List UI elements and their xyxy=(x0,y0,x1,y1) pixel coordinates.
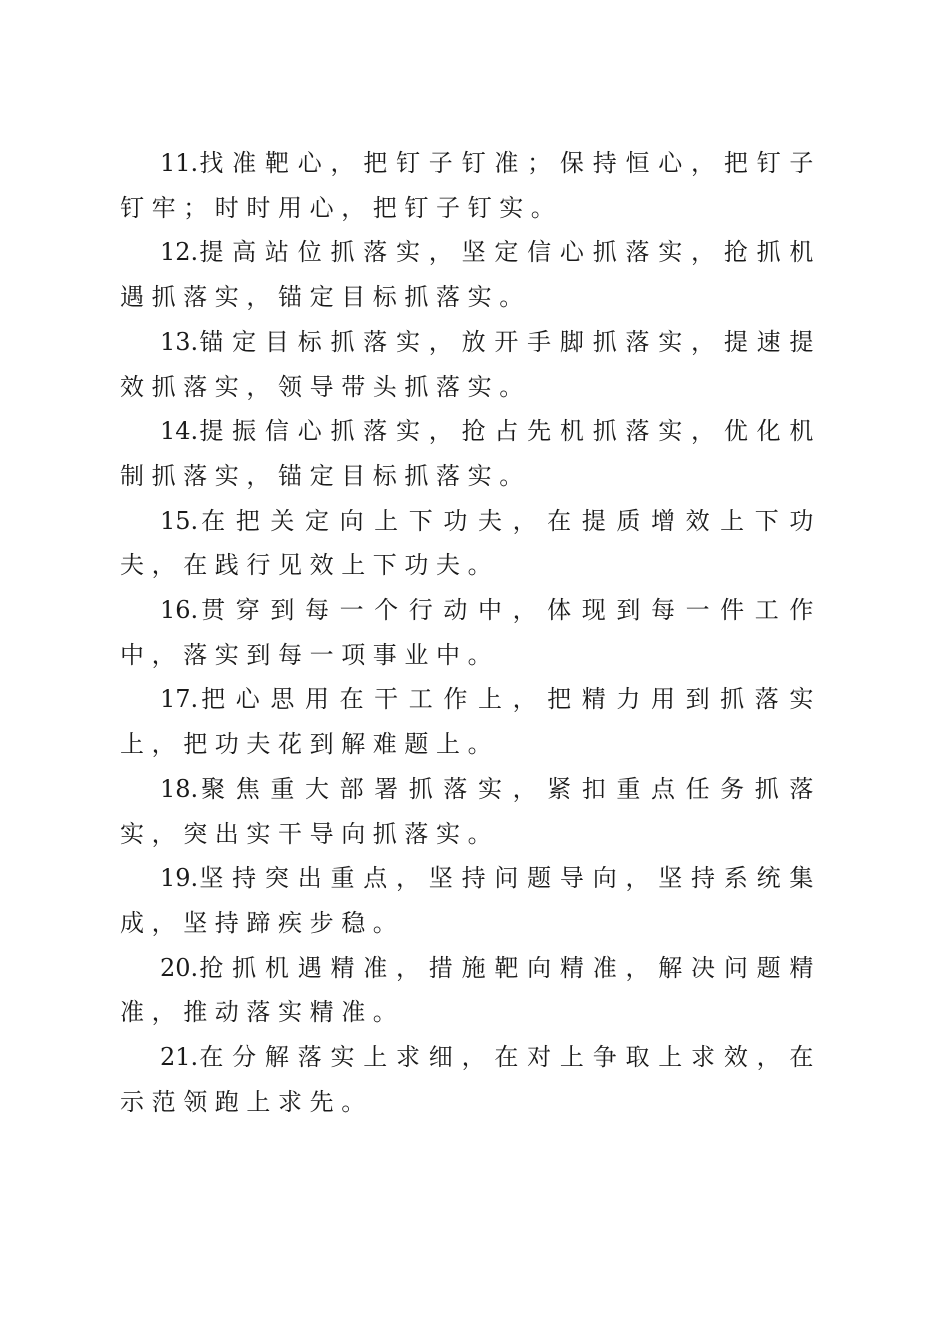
paragraph-11 xyxy=(120,141,821,230)
paragraph-15 xyxy=(120,499,821,588)
paragraph-16 xyxy=(120,588,821,677)
paragraph-text: 找准靶心，把钉子钉准；保持恒心，把钉子钉牢；时时用心，把钉子钉实。 xyxy=(120,149,821,222)
paragraph-20 xyxy=(120,946,821,1035)
paragraph-number: 12. xyxy=(160,238,199,267)
paragraph-text: 提高站位抓落实，坚定信心抓落实，抢抓机遇抓落实，锚定目标抓落实。 xyxy=(120,238,821,312)
paragraph-number: 17. xyxy=(160,685,199,714)
paragraph-12 xyxy=(120,230,821,319)
paragraph-number: 18. xyxy=(160,774,199,803)
paragraph-text: 贯穿到每一个行动中，体现到每一件工作中，落实到每一项事业中。 xyxy=(120,596,821,669)
paragraph-number: 14. xyxy=(160,417,199,446)
paragraph-number: 11. xyxy=(160,149,199,177)
paragraph-19 xyxy=(120,856,821,945)
paragraph-text: 聚焦重大部署抓落实，紧扣重点任务抓落实，突出实干导向抓落实。 xyxy=(120,774,821,848)
paragraph-text: 把心思用在干工作上，把精力用到抓落实上，把功夫花到解难题上。 xyxy=(120,685,821,759)
paragraph-number: 20. xyxy=(160,953,199,982)
paragraph-text: 坚持突出重点，坚持问题导向，坚持系统集成，坚持蹄疾步稳。 xyxy=(120,864,821,937)
paragraph-14 xyxy=(120,409,821,498)
document-body xyxy=(120,141,821,1124)
paragraph-21 xyxy=(120,1035,821,1124)
paragraph-number: 19. xyxy=(160,864,199,893)
paragraph-17 xyxy=(120,677,821,766)
paragraph-number: 21. xyxy=(160,1043,199,1072)
paragraph-number: 13. xyxy=(160,327,199,356)
paragraph-number: 16. xyxy=(160,596,199,625)
paragraph-text: 在把关定向上下功夫，在提质增效上下功夫，在践行见效上下功夫。 xyxy=(120,506,821,580)
paragraph-13 xyxy=(120,320,821,409)
paragraph-text: 在分解落实上求细，在对上争取上求效，在示范领跑上求先。 xyxy=(120,1043,821,1116)
paragraph-text: 提振信心抓落实，抢占先机抓落实，优化机制抓落实，锚定目标抓落实。 xyxy=(120,417,821,490)
paragraph-18 xyxy=(120,767,821,856)
paragraph-text: 抢抓机遇精准，措施靶向精准，解决问题精准，推动落实精准。 xyxy=(120,953,821,1027)
paragraph-number: 15. xyxy=(160,506,199,535)
paragraph-text: 锚定目标抓落实，放开手脚抓落实，提速提效抓落实，领导带头抓落实。 xyxy=(120,327,821,401)
